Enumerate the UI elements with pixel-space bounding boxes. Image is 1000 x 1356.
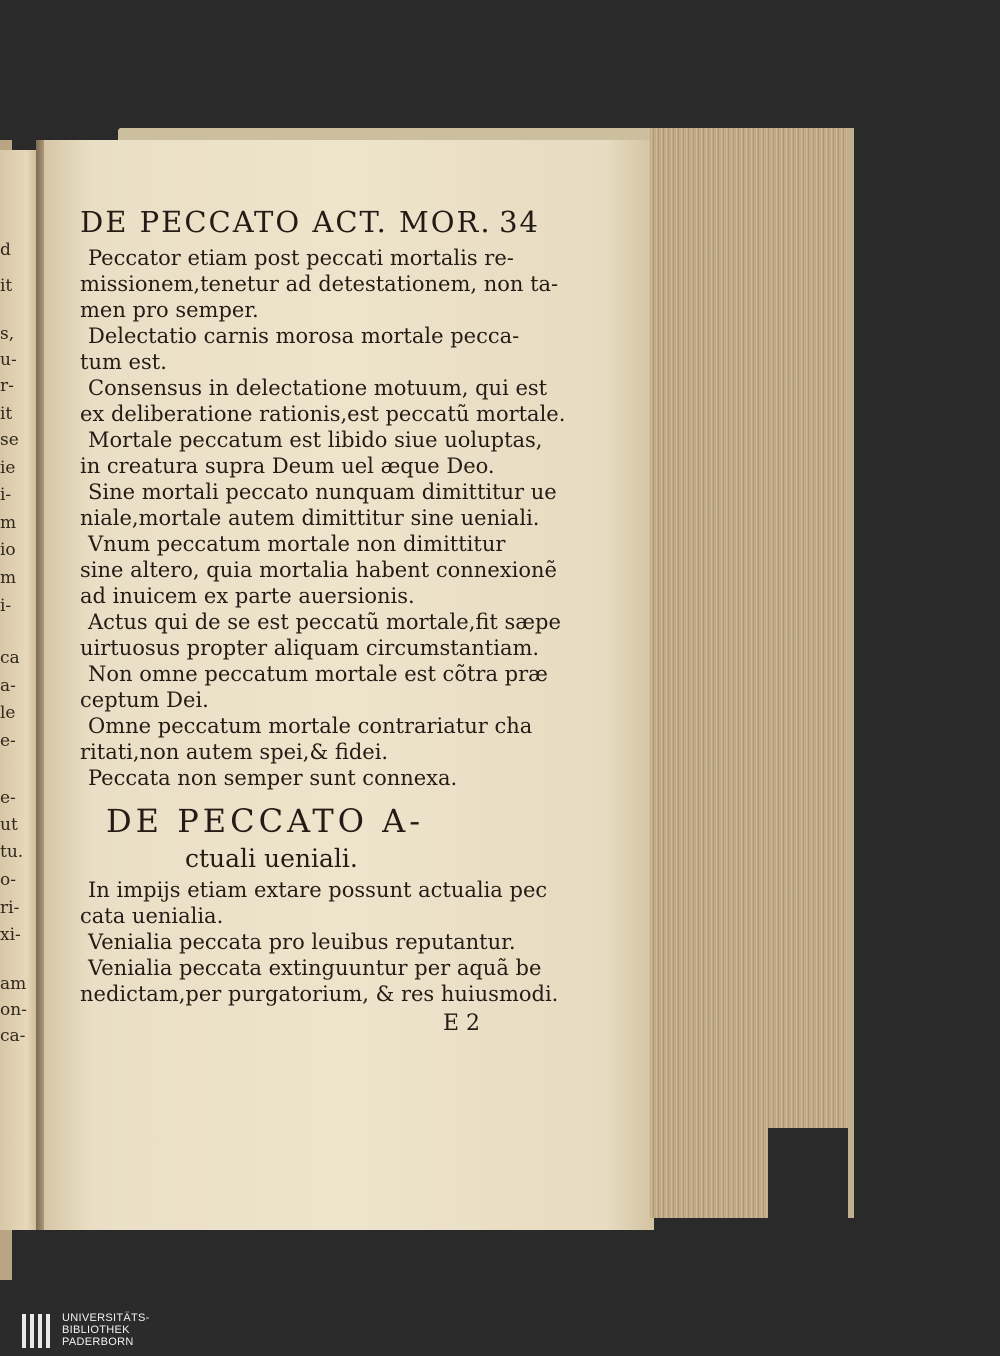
running-head-title: DE PECCATO ACT. MOR. [80, 205, 492, 239]
section-title: DE PECCATO A- [106, 802, 425, 840]
text-line: men pro semper. [80, 298, 259, 322]
text-line: sine altero, quia mortalia habent connexionẽ [80, 558, 557, 582]
text-line: nedictam,per purgatorium, & res huiusmodi. [80, 982, 559, 1006]
text-line: cata uenialia. [80, 904, 224, 928]
left-fragment: it [0, 404, 13, 424]
page-text [80, 205, 566, 1036]
text-line: Venialia peccata pro leuibus reputantur. [88, 930, 516, 954]
left-fragment: m [0, 568, 17, 588]
left-fragment: m [0, 513, 17, 533]
text-line: in creatura supra Deum uel æque Deo. [80, 454, 495, 478]
left-fragment: u- [0, 350, 17, 370]
text-line: tum est. [80, 350, 167, 374]
text-line: Peccator etiam post peccati mortalis re- [88, 246, 514, 270]
left-fragment: ca [0, 648, 20, 668]
text-line: missionem,tenetur ad detestationem, non ta- [80, 272, 559, 296]
footer-bar [0, 1306, 1000, 1356]
left-page-edge [0, 150, 38, 1230]
left-fragment: d [0, 240, 11, 260]
text-line: Consensus in delectatione motuum, qui est [88, 376, 548, 400]
text-line: Vnum peccatum mortale non dimittitur [88, 532, 506, 556]
left-fragment: on- [0, 1000, 27, 1020]
left-fragment: r- [0, 376, 14, 396]
left-fragment: io [0, 540, 16, 560]
left-fragment: it [0, 276, 13, 296]
left-fragment: ie [0, 458, 16, 478]
text-line: niale,mortale autem dimittitur sine ueniali. [80, 506, 540, 530]
left-fragment: e- [0, 788, 16, 808]
signature-mark: E 2 [442, 1011, 480, 1036]
text-line: Omne peccatum mortale contrariatur cha [88, 714, 533, 738]
text-line: uirtuosus propter aliquam circumstantiam. [80, 636, 540, 660]
text-line: Sine mortali peccato nunquam dimittitur ue [88, 480, 557, 504]
left-fragment: e- [0, 731, 16, 751]
text-line: ritati,non autem spei,& fidei. [80, 740, 389, 764]
text-line: ex deliberatione rationis,est peccatũ mortale. [80, 402, 566, 426]
left-fragment: s, [0, 324, 15, 344]
page-number: 34 [499, 205, 540, 239]
text-line: ceptum Dei. [80, 688, 209, 712]
library-logo-icon [22, 1314, 52, 1348]
left-fragment: a- [0, 676, 16, 696]
section-subtitle: ctuali ueniali. [185, 844, 358, 873]
left-fragment: le [0, 703, 16, 723]
text-line: Delectatio carnis morosa mortale pecca- [88, 324, 520, 348]
text-line: In impijs etiam extare possunt actualia pec [88, 878, 548, 902]
left-fragment: ut [0, 815, 18, 835]
page-edges [650, 128, 854, 1218]
library-name: UNIVERSITÄTS- BIBLIOTHEK PADERBORN [62, 1312, 150, 1348]
text-line: ad inuicem ex parte auersionis. [80, 584, 415, 608]
text-line: Actus qui de se est peccatũ mortale,fit sæpe [88, 610, 561, 634]
text-line: Non omne peccatum mortale est cõtra præ [88, 662, 548, 686]
text-line: Mortale peccatum est libido siue uoluptas, [88, 428, 543, 452]
left-fragment: ri- [0, 898, 20, 918]
running-head [80, 205, 540, 239]
left-fragment: i- [0, 596, 12, 616]
left-fragment: ca- [0, 1026, 26, 1046]
left-fragment: i- [0, 485, 12, 505]
left-fragment: am [0, 974, 27, 994]
left-fragment: xi- [0, 925, 21, 945]
text-line: Venialia peccata extinguuntur per aquã be [88, 956, 542, 980]
left-fragment: se [0, 430, 19, 450]
text-line: Peccata non semper sunt connexa. [88, 766, 458, 790]
left-fragment: o- [0, 870, 16, 890]
left-fragment: tu. [0, 842, 24, 862]
